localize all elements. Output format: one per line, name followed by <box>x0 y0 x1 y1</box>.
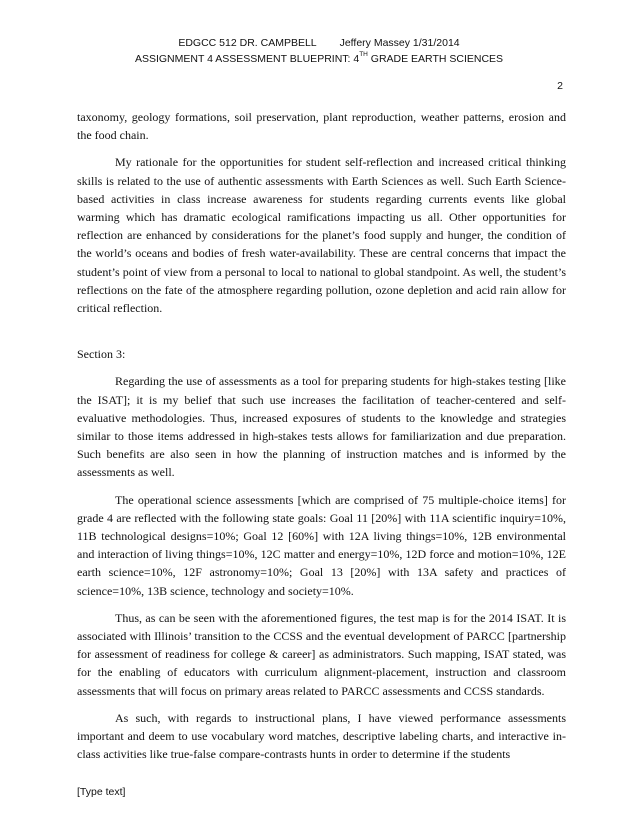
header-assignment-subject: GRADE EARTH SCIENCES <box>367 53 504 65</box>
header-assignment-text: ASSIGNMENT 4 ASSESSMENT BLUEPRINT: 4 <box>134 53 360 65</box>
header-course-line: EDGCC 512 DR. CAMPBELL Jeffery Massey 1/31/2014 <box>178 37 460 49</box>
footer-placeholder: [Type text] <box>77 786 126 798</box>
paragraph-instructional-plans: As such, with regards to instructional plans, I have viewed performance assessments important and deem to use vocabulary word matches, descriptive labeling charts, and interactive in-class activities like true-false compare-contrasts hunts in order to determine if the students <box>77 710 566 762</box>
paragraph-test-map: Thus, as can be seen with the aforementioned figures, the test map is for the 2014 ISAT. It is associated with Illinois’ transition to the CCSS and the eventual development of PARCC [partnership for assessment of readiness for college & career] as administrators. Such mapping, ISAT stated, was for the enabling of educators with curriculum alignment-placement, instruction and classroom assessments that will focus on primary areas related to PARCC assessments and CCSS standards. <box>77 610 566 698</box>
paragraph-rationale: My rationale for the opportunities for student self-reflection and increased critical thinking skills is related to the use of authentic assessments with Earth Sciences as well. Such Earth Science-based activities in class increase awareness for students regarding currents events like global warming which has dramatic ecological ramifications impacting us all. Other opportunities for reflection are enhanced by considerations for the planet’s food supply and hunger, the condition of the world’s oceans and bodies of fresh water-availability. These are central concerns that impact the student’s point of view from a personal to local to national to global standpoint. As well, the student’s reflections on the fate of the atmosphere regarding pollution, ozone depletion and acid rain allow for critical reflection. <box>77 155 566 316</box>
paragraph-operational-assessments: The operational science assessments [which are comprised of 75 multiple-choice items] for grade 4 are reflected with the following state goals: Goal 11 [20%] with 11A scientific inquiry=10%, 11B technological designs=10%; Goal 12 [60%] with 12A living things=10%, 12B environmental and interaction of living things=10%, 12C matter and energy=10%, 12D force and motion=10%, 12E earth science=10%, 12F astronomy=10%; Goal 13 [20%] with 13A safety and practices of science=10%, 13B science, technology and society=10%. <box>77 492 566 598</box>
paragraph-assessment-use: Regarding the use of assessments as a tool for preparing students for high-stakes testing [like the ISAT]; it is my belief that such use increases the facilitation of teacher-centered and self-evaluative methodologies. Thus, increased exposures of students to the knowledge and strategies similar to those items addressed in high-stakes tests allows for familiarization and due preparation. Such benefits are also seen in how the planning of instruction matches and is informed by the assessments as well. <box>77 374 566 480</box>
page-number: 2 <box>557 80 563 92</box>
section-heading: Section 3: <box>77 347 126 362</box>
document-body <box>77 108 566 773</box>
header-ordinal-suffix: TH <box>359 51 368 58</box>
paragraph-continuation: taxonomy, geology formations, soil preservation, plant reproduction, weather patterns, erosion and the food chain. <box>77 110 566 143</box>
header-assignment-line <box>0 53 638 65</box>
